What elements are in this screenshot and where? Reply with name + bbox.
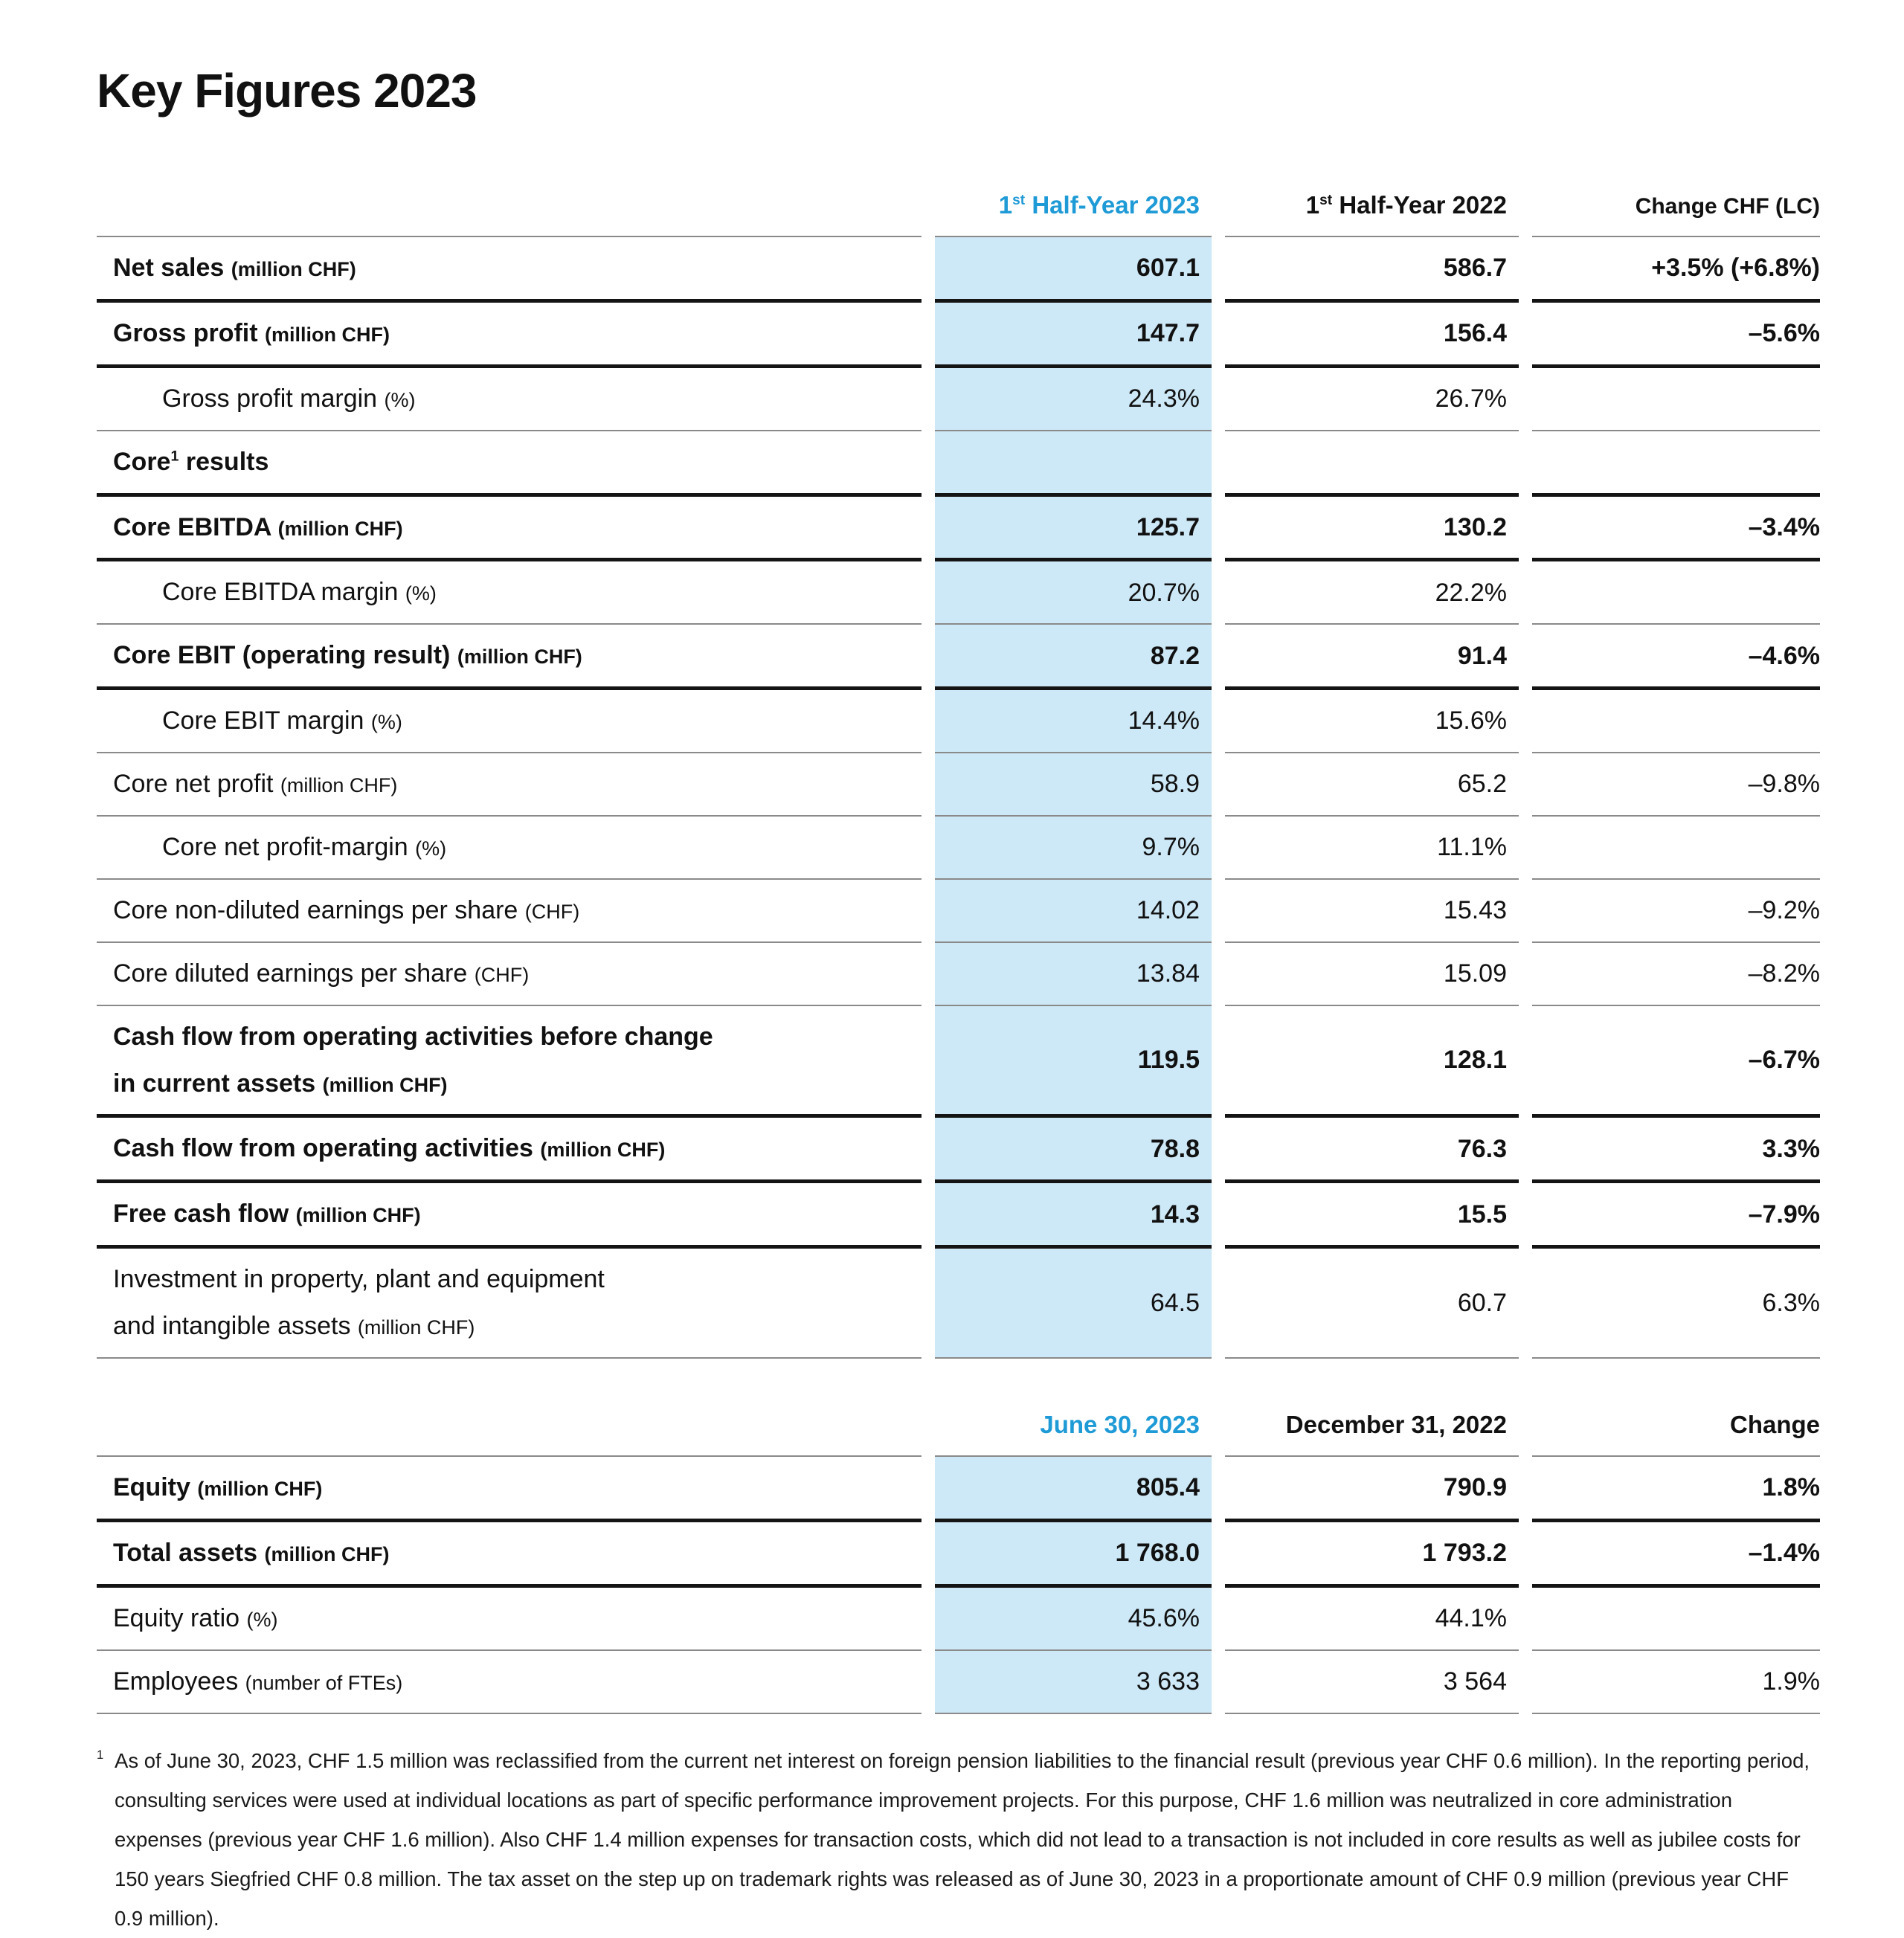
value-2023 — [935, 431, 1212, 497]
value-2022: 15.43 — [1225, 880, 1519, 943]
row-label: Equity ratio (%) — [97, 1588, 922, 1651]
table-row-cashflow-before-change — [97, 1006, 1820, 1118]
table-row-free-cash-flow — [97, 1183, 1820, 1249]
value-change: +3.5% (+6.8%) — [1532, 236, 1820, 303]
value-change — [1532, 368, 1820, 431]
value-2023: 58.9 — [935, 753, 1212, 817]
table-row-equity-ratio — [97, 1588, 1820, 1651]
table-row-core-net-profit — [97, 753, 1820, 817]
row-label: Total assets (million CHF) — [97, 1522, 922, 1588]
value-2022 — [1225, 431, 1519, 497]
table-row-employees — [97, 1651, 1820, 1714]
table-row-equity — [97, 1455, 1820, 1522]
row-label: Cash flow from operating activities (million CHF) — [97, 1118, 922, 1183]
value-2023: 14.4% — [935, 690, 1212, 753]
row-label: Core EBIT margin (%) — [97, 690, 922, 753]
value-change: –5.6% — [1532, 303, 1820, 368]
value-dec-2022: 1 793.2 — [1225, 1522, 1519, 1588]
value-change: –9.2% — [1532, 880, 1820, 943]
table2-header-spacer — [97, 1411, 922, 1455]
row-label: Net sales (million CHF) — [97, 236, 922, 303]
value-2023: 147.7 — [935, 303, 1212, 368]
value-2022: 60.7 — [1225, 1249, 1519, 1359]
value-change: –9.8% — [1532, 753, 1820, 817]
row-label: Equity (million CHF) — [97, 1455, 922, 1522]
table-row-core-ebit — [97, 625, 1820, 690]
value-change: –6.7% — [1532, 1006, 1820, 1118]
value-change: –4.6% — [1532, 625, 1820, 690]
value-jun-2023: 805.4 — [935, 1455, 1212, 1522]
value-change: 6.3% — [1532, 1249, 1820, 1359]
table-row-gross-profit — [97, 303, 1820, 368]
row-label: Core diluted earnings per share (CHF) — [97, 943, 922, 1006]
table2-header-change: Change — [1729, 1411, 1820, 1439]
value-2022: 15.6% — [1225, 690, 1519, 753]
row-label: Core non-diluted earnings per share (CHF) — [97, 880, 922, 943]
value-2023: 13.84 — [935, 943, 1212, 1006]
value-change: –7.9% — [1532, 1183, 1820, 1249]
value-change — [1532, 817, 1820, 880]
value-change: –1.4% — [1532, 1522, 1820, 1588]
value-2023: 9.7% — [935, 817, 1212, 880]
row-label: Investment in property, plant and equipment and intangible assets (million CHF) — [97, 1249, 922, 1359]
value-2023: 607.1 — [935, 236, 1212, 303]
value-2023: 24.3% — [935, 368, 1212, 431]
row-label: Core net profit-margin (%) — [97, 817, 922, 880]
table-row-core-ebitda — [97, 497, 1820, 562]
page-title: Key Figures 2023 — [97, 64, 477, 117]
value-jun-2023: 1 768.0 — [935, 1522, 1212, 1588]
table-row-core-diluted-eps — [97, 943, 1820, 1006]
table-row-core-results-section — [97, 431, 1820, 497]
value-jun-2023: 45.6% — [935, 1588, 1212, 1651]
value-change: 1.9% — [1532, 1651, 1820, 1714]
row-label: Free cash flow (million CHF) — [97, 1183, 922, 1249]
value-2022: 128.1 — [1225, 1006, 1519, 1118]
value-2022: 586.7 — [1225, 236, 1519, 303]
value-change — [1532, 561, 1820, 625]
table-row-core-net-profit-margin — [97, 817, 1820, 880]
row-label: Core EBIT (operating result) (million CHF) — [97, 625, 922, 690]
value-2022: 15.5 — [1225, 1183, 1519, 1249]
value-change: –8.2% — [1532, 943, 1820, 1006]
value-2023: 119.5 — [935, 1006, 1212, 1118]
table-row-core-non-diluted-eps — [97, 880, 1820, 943]
row-label: Core EBITDA (million CHF) — [97, 497, 922, 562]
row-label: Core$^1$ results — [97, 431, 922, 497]
table-row-cashflow-operating — [97, 1118, 1820, 1183]
row-label: Core EBITDA margin (%) — [97, 561, 922, 625]
footnote-marker: 1 — [97, 1748, 104, 1762]
table1-header-spacer — [97, 191, 922, 236]
value-2023: 87.2 — [935, 625, 1212, 690]
table1-header-row — [97, 191, 1820, 236]
value-2022: 15.09 — [1225, 943, 1519, 1006]
value-dec-2022: 3 564 — [1225, 1651, 1519, 1714]
value-2022: 65.2 — [1225, 753, 1519, 817]
value-2022: 22.2% — [1225, 561, 1519, 625]
value-change: 1.8% — [1532, 1455, 1820, 1522]
value-2023: 64.5 — [935, 1249, 1212, 1359]
value-2022: 26.7% — [1225, 368, 1519, 431]
value-2022: 156.4 — [1225, 303, 1519, 368]
table2-header-jun2023: June 30, 2023 — [1040, 1411, 1200, 1439]
table1-header-hy2022: 1st Half-Year 2022 — [1305, 191, 1507, 219]
table-row-core-ebitda-margin — [97, 561, 1820, 625]
row-label: Cash flow from operating activities before change in current assets (million CHF) — [97, 1006, 922, 1118]
value-2022: 11.1% — [1225, 817, 1519, 880]
value-2023: 14.02 — [935, 880, 1212, 943]
value-2022: 91.4 — [1225, 625, 1519, 690]
table-row-core-ebit-margin — [97, 690, 1820, 753]
value-jun-2023: 3 633 — [935, 1651, 1212, 1714]
value-change — [1532, 431, 1820, 497]
value-dec-2022: 790.9 — [1225, 1455, 1519, 1522]
value-2023: 78.8 — [935, 1118, 1212, 1183]
value-2023: 20.7% — [935, 561, 1212, 625]
table2-header-row — [97, 1411, 1820, 1455]
footnote-text: As of June 30, 2023, CHF 1.5 million was reclassified from the current net interest on foreign pension liabilities to the financial result (previous year CHF 0.6 million). In the reporting period, consulting services were used at individual locations as part of specific performance improvement projects. For this purpose, CHF 1.6 million was neutralized in core administration expenses (previous year CHF 1.6 million). Also CHF 1.4 million expenses for transaction costs, which did not lead to a transaction is not included in core results as well as jubilee costs for 150 years Siegfried CHF 0.8 million. The tax asset on the step up on trademark rights was released as of June 30, 2023 in a proportionate amount of CHF 0.9 million (previous year CHF 0.9 million). — [115, 1748, 1810, 1930]
value-2022: 76.3 — [1225, 1118, 1519, 1183]
value-2023: 14.3 — [935, 1183, 1212, 1249]
table1-header-hy2023: 1st Half-Year 2023 — [998, 191, 1200, 219]
table-row-gross-profit-margin — [97, 368, 1820, 431]
value-2022: 130.2 — [1225, 497, 1519, 562]
table1-header-change: Change CHF (LC) — [1635, 194, 1820, 219]
table-row-net-sales — [97, 236, 1820, 303]
value-change — [1532, 1588, 1820, 1651]
row-label: Gross profit (million CHF) — [97, 303, 922, 368]
value-change: –3.4% — [1532, 497, 1820, 562]
value-change: 3.3% — [1532, 1118, 1820, 1183]
value-change — [1532, 690, 1820, 753]
footnote — [97, 1741, 1820, 1938]
row-label: Employees (number of FTEs) — [97, 1651, 922, 1714]
table-row-investment — [97, 1249, 1820, 1359]
row-label: Gross profit margin (%) — [97, 368, 922, 431]
value-2023: 125.7 — [935, 497, 1212, 562]
table-row-total-assets — [97, 1522, 1820, 1588]
table2-header-dec2022: December 31, 2022 — [1285, 1411, 1507, 1439]
row-label: Core net profit (million CHF) — [97, 753, 922, 817]
value-dec-2022: 44.1% — [1225, 1588, 1519, 1651]
